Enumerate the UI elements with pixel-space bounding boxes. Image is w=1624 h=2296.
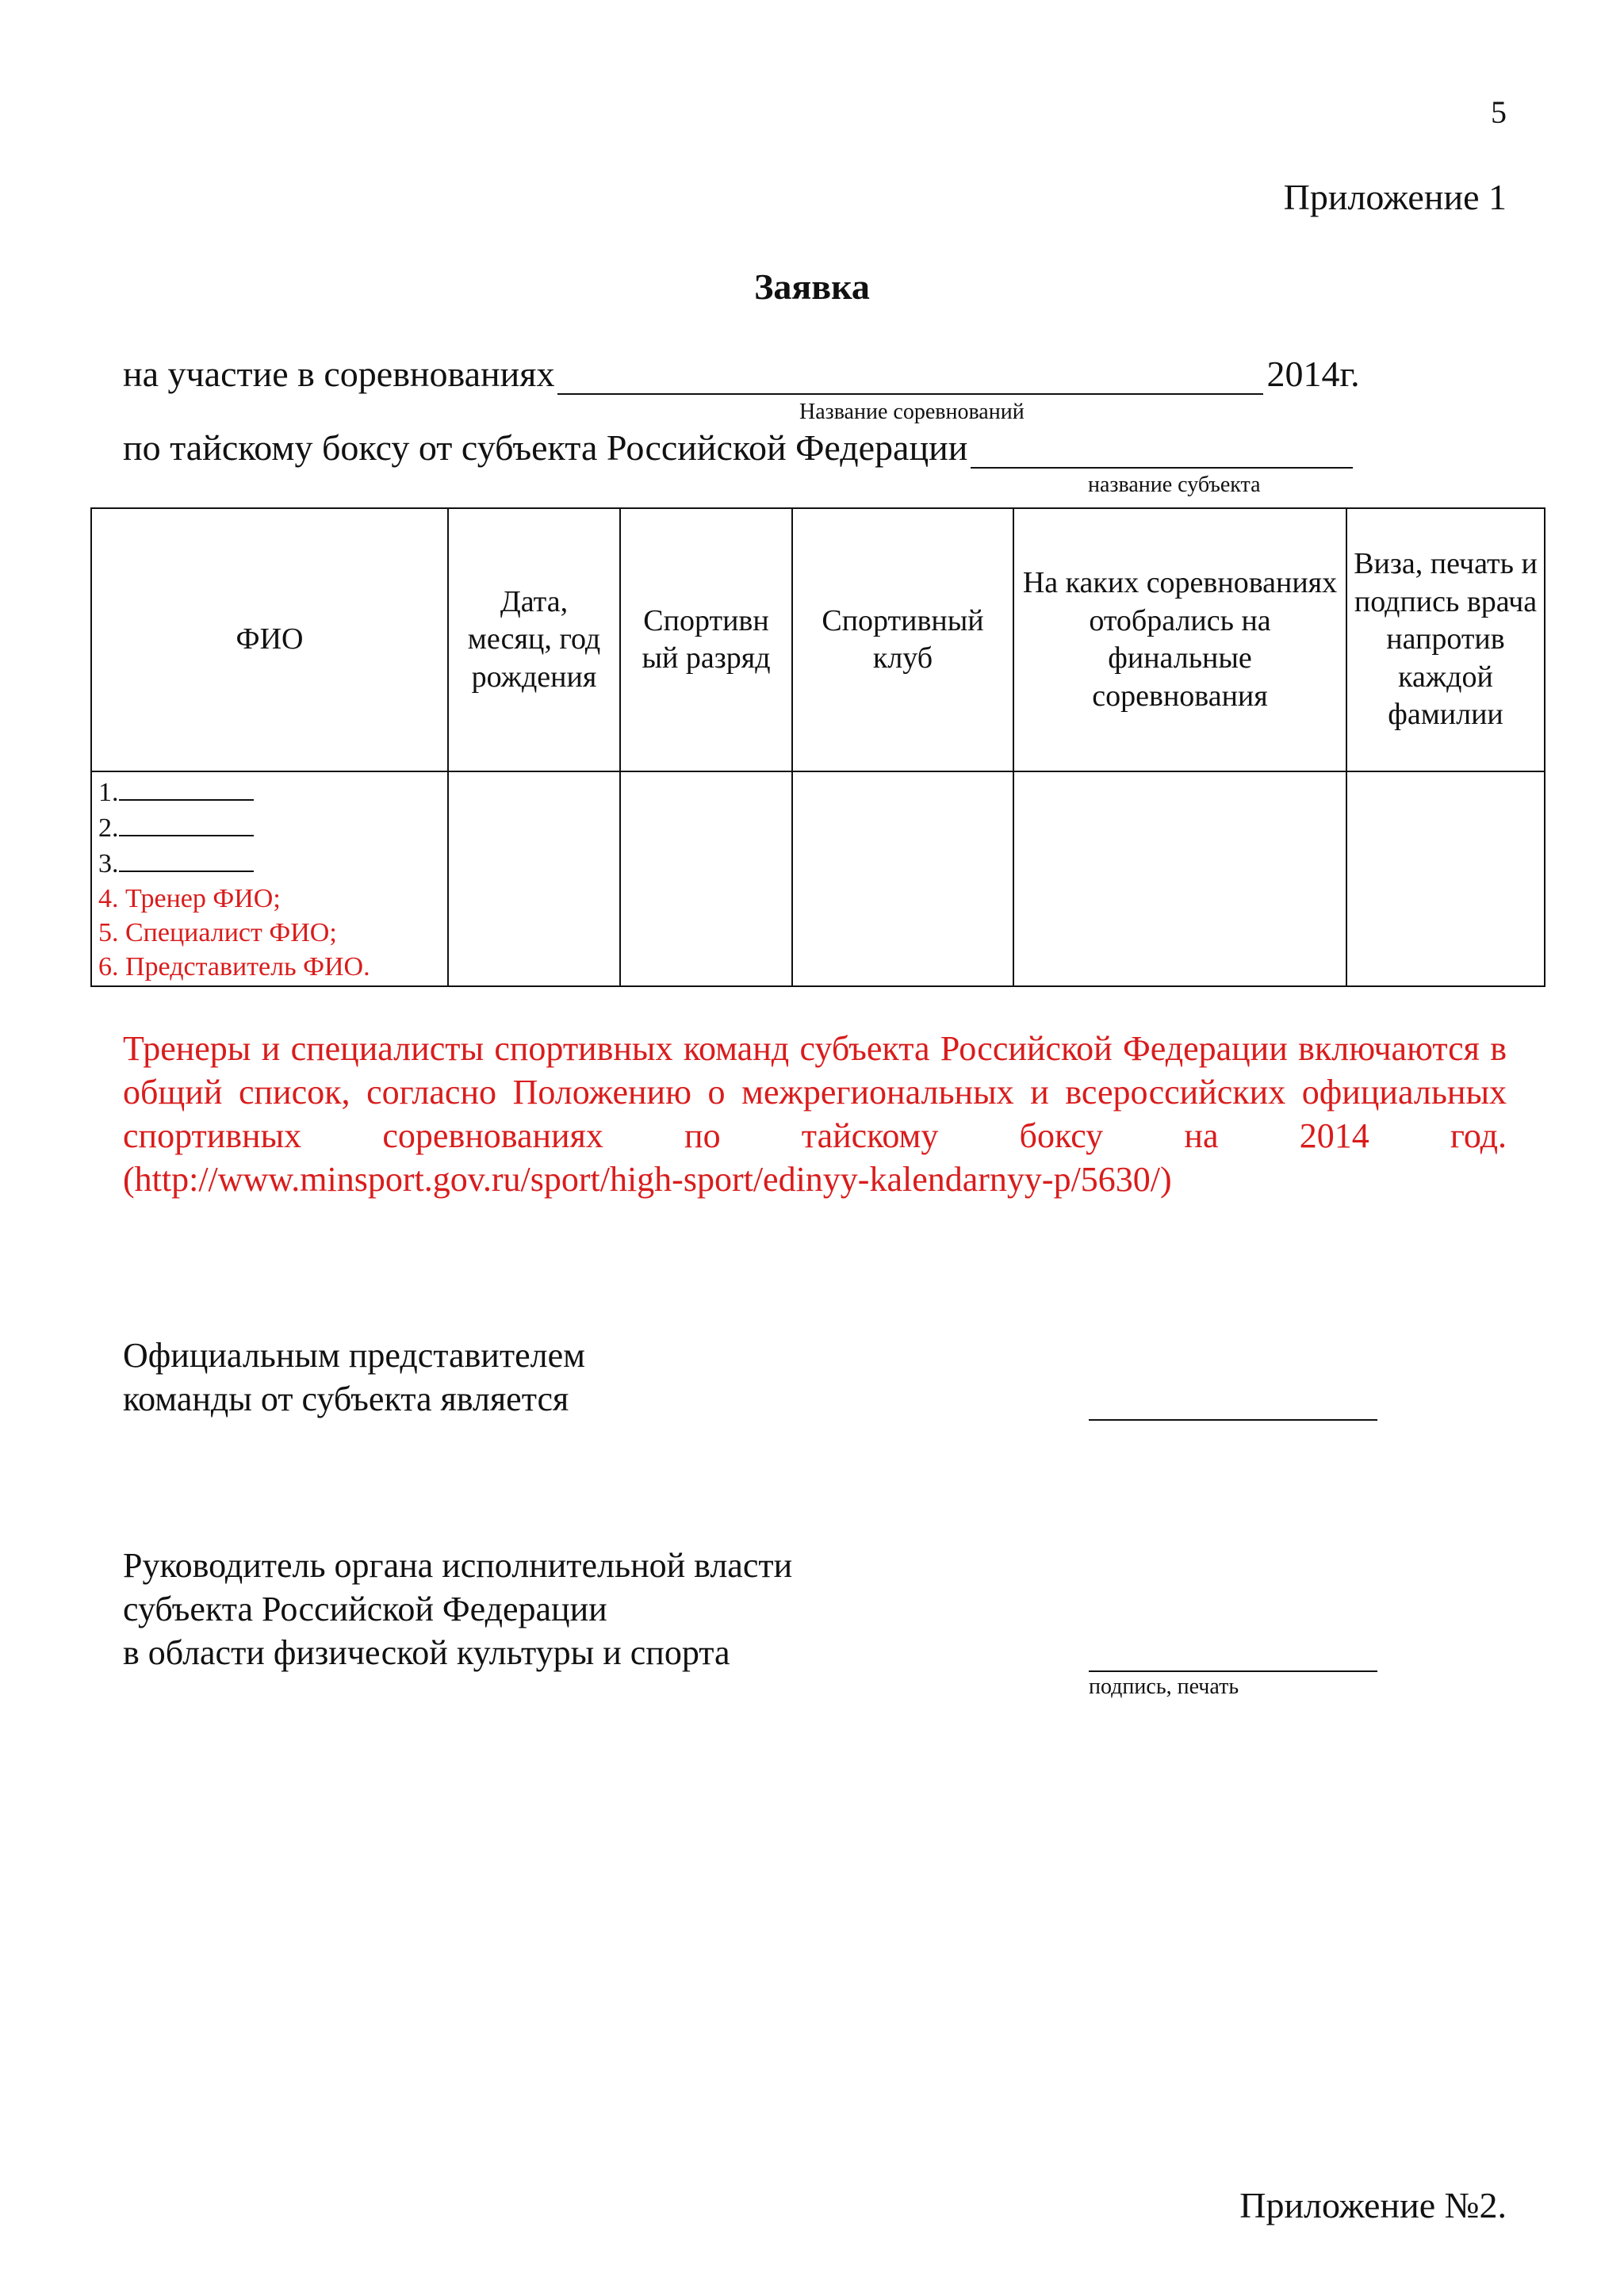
header-birth-date: Дата, месяц, год рождения <box>448 508 620 771</box>
header-fio: ФИО <box>91 508 448 771</box>
document-title: Заявка <box>754 266 870 307</box>
page-number: 5 <box>1491 94 1507 130</box>
sport-rank-cell[interactable] <box>620 771 792 986</box>
appendix-label: Приложение 1 <box>1283 177 1507 217</box>
table-row <box>91 771 1545 986</box>
participants-table <box>90 507 1545 987</box>
competition-name-caption: Название соревнований <box>799 400 1025 424</box>
representative-block <box>123 1334 585 1421</box>
subject-line <box>123 427 1356 469</box>
signature-caption: подпись, печать <box>1089 1674 1239 1699</box>
qualifying-competitions-cell[interactable] <box>1013 771 1346 986</box>
list-item-specialist: 5. Специалист ФИО; <box>98 917 337 947</box>
appendix-2-label: Приложение №2. <box>1239 2185 1507 2225</box>
competition-line-prefix: на участие в соревнованиях <box>123 354 555 394</box>
head-line-3: в области физической культуры и спорта <box>123 1633 730 1672</box>
competition-line <box>123 353 1360 395</box>
doctor-visa-cell[interactable] <box>1346 771 1545 986</box>
header-qualifying-competitions: На каких соревнованиях отобрались на финальные соревнования <box>1013 508 1346 771</box>
head-line-1: Руководитель органа исполнительной власти <box>123 1546 793 1585</box>
sport-club-cell[interactable] <box>792 771 1013 986</box>
table-header-row <box>91 508 1545 771</box>
fio-cell[interactable] <box>91 771 448 986</box>
list-item-representative: 6. Представитель ФИО. <box>98 951 370 982</box>
header-doctor-visa: Виза, печать и подпись врача напротив каждой фамилии <box>1346 508 1545 771</box>
subject-line-prefix: по тайскому боксу от субъекта Российской Федерации <box>123 427 968 468</box>
representative-line-1: Официальным представителем <box>123 1336 585 1375</box>
representative-signature-blank[interactable] <box>1089 1419 1377 1421</box>
competition-name-blank[interactable] <box>557 357 1263 395</box>
coaches-note: Тренеры и специалисты спортивных команд субъекта Российской Федерации включаются в общий список, согласно Положению о межрегиональных и всероссийских официальных спортивных соревнованиях по тайскому боксу на 2014 год. (http://www.minsport.gov.ru/sport/high-sport/edinyy-kalendarnyy-p/5630/) <box>123 1029 1507 1199</box>
subject-name-blank[interactable] <box>971 430 1353 469</box>
birth-date-cell[interactable] <box>448 771 620 986</box>
list-item-coach: 4. Тренер ФИО; <box>98 883 281 913</box>
head-line-2: субъекта Российской Федерации <box>123 1590 607 1628</box>
subject-name-caption: название субъекта <box>1088 473 1261 497</box>
header-sport-club: Спортивный клуб <box>792 508 1013 771</box>
list-item: 2. <box>98 809 441 845</box>
representative-line-2: команды от субъекта является <box>123 1380 569 1418</box>
list-item: 3. <box>98 845 441 881</box>
list-item: 1. <box>98 774 441 809</box>
competition-year: 2014г. <box>1266 354 1360 394</box>
header-sport-rank: Спортивн ый разряд <box>620 508 792 771</box>
head-block <box>123 1544 792 1674</box>
head-signature-blank[interactable] <box>1089 1670 1377 1672</box>
